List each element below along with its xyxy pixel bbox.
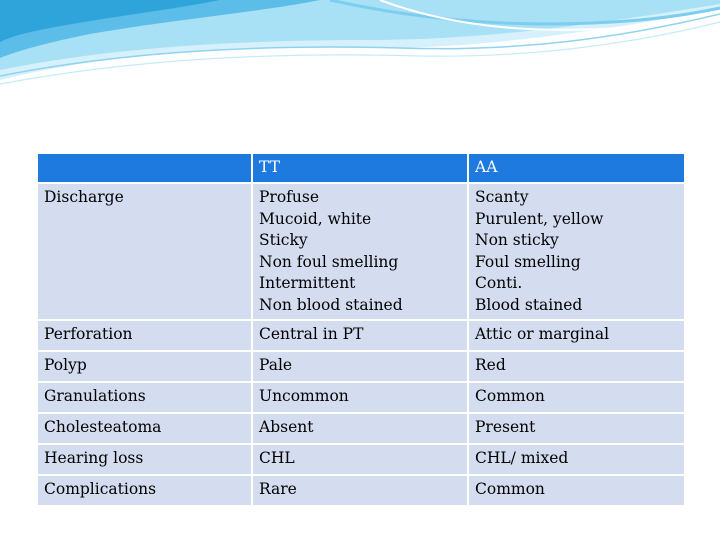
table-row (37, 183, 685, 320)
row-label: Discharge (37, 183, 252, 320)
comparison-table (36, 152, 686, 507)
tt-cell: Absent (252, 413, 468, 444)
aa-line: Non sticky (475, 231, 559, 249)
tt-line: Non foul smelling (259, 252, 399, 271)
tt-line: Non blood stained (259, 295, 403, 314)
tt-cell: CHL (252, 444, 468, 475)
tt-line: Sticky (259, 231, 308, 249)
aa-cell (468, 183, 685, 320)
aa-cell: Common (468, 475, 685, 506)
aa-cell: Present (468, 413, 685, 444)
aa-cell: CHL/ mixed (468, 444, 685, 475)
aa-line: Scanty (475, 188, 529, 206)
tt-line: Profuse (259, 188, 320, 206)
row-label: Polyp (37, 351, 252, 382)
decorative-wave (0, 0, 720, 110)
table-row (37, 351, 685, 382)
table-row (37, 382, 685, 413)
tt-cell: Rare (252, 475, 468, 506)
header-cell-tt: TT (252, 153, 468, 183)
aa-cell: Common (468, 382, 685, 413)
aa-line: Foul smelling (475, 252, 581, 271)
aa-line: Purulent, yellow (475, 209, 604, 228)
tt-cell: Pale (252, 351, 468, 382)
aa-cell: Red (468, 351, 685, 382)
tt-cell: Central in PT (252, 320, 468, 351)
header-cell-aa: AA (468, 153, 685, 183)
row-label: Granulations (37, 382, 252, 413)
table-row (37, 320, 685, 351)
table-header-row (37, 153, 685, 183)
tt-cell (252, 183, 468, 320)
row-label: Perforation (37, 320, 252, 351)
aa-cell: Attic or marginal (468, 320, 685, 351)
table-row (37, 413, 685, 444)
table-row (37, 475, 685, 506)
row-label: Hearing loss (37, 444, 252, 475)
tt-line: Mucoid, white (259, 209, 372, 228)
tt-cell: Uncommon (252, 382, 468, 413)
tt-line: Intermittent (259, 274, 356, 292)
aa-line: Conti. (475, 274, 523, 292)
header-cell-blank (37, 153, 252, 183)
row-label: Cholesteatoma (37, 413, 252, 444)
aa-line: Blood stained (475, 295, 583, 314)
row-label: Complications (37, 475, 252, 506)
table-row (37, 444, 685, 475)
